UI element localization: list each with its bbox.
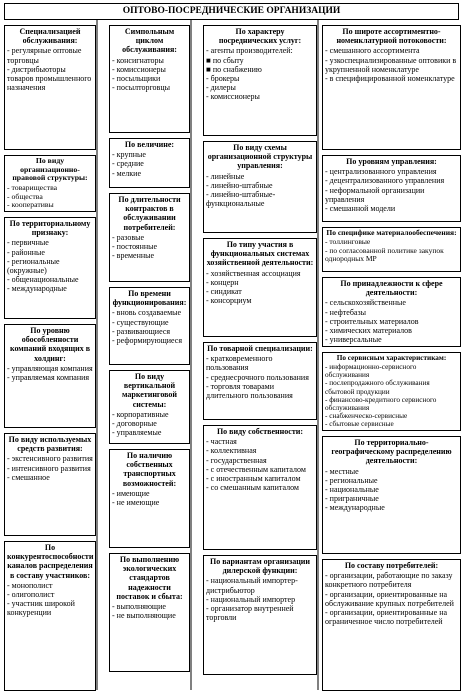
box-item: - регулярные оптовые торговцы <box>7 46 82 65</box>
box-item: - сельскохозяйственные <box>325 298 406 308</box>
box-item: - приграничные <box>325 494 379 504</box>
box-item: - организации, ориентированные на ограниченное число потребителей <box>325 608 448 627</box>
box-item: - национальный импортер-дистрибьютор <box>206 576 298 595</box>
box-item: - толлинговые <box>325 237 371 247</box>
box-item: - с иностранным капиталом <box>206 474 301 484</box>
box-contract-duration <box>109 193 190 282</box>
box-items <box>206 172 314 209</box>
box-items <box>112 308 187 345</box>
box-items <box>325 363 458 428</box>
box-item: - сбытовые сервисные <box>325 420 394 428</box>
box-heading: По типу участия в функциональных системах хозяйственной деятельности: <box>206 240 314 268</box>
box-item: - управляемая компания <box>7 373 90 383</box>
box-management-levels <box>322 155 461 222</box>
box-item: - узкоспециализированные оптовики в укрупненной номенклатуре <box>325 55 457 74</box>
box-heading: По виду схемы организационной структуры управления: <box>207 143 313 171</box>
box-item: - договорные <box>112 419 157 429</box>
box-item: - линейно-штабные <box>206 180 273 190</box>
box-items <box>112 602 187 620</box>
box-service-characteristics <box>322 352 461 431</box>
box-items <box>206 269 314 306</box>
box-ecological-standards <box>109 553 190 672</box>
box-item: - районные <box>7 247 45 257</box>
box-item: - коллективная <box>206 446 257 456</box>
box-heading: По широте ассортиментно-номенклатурной потоковости: <box>336 27 447 46</box>
box-item: - финансово-кредитного сервисного обслуживания <box>325 395 437 412</box>
box-item: - региональные (окружные) <box>7 256 60 276</box>
box-item: - посыльщики <box>112 74 161 84</box>
box-item: - брокеры <box>206 74 240 84</box>
box-dealer-function <box>203 555 317 675</box>
box-item: - консорциум <box>206 296 252 306</box>
box-item: - смешанное <box>7 472 50 482</box>
box-item: - олигополист <box>7 590 55 600</box>
box-heading: По времени функционирования: <box>112 289 187 308</box>
box-item: - кооперативы <box>7 200 54 210</box>
box-competitiveness <box>4 541 96 691</box>
box-heading: По величине: <box>124 140 175 149</box>
box-heading: По сервисным характеристикам: <box>336 354 447 362</box>
box-item: - дистрибьюторы товаров промышленного назначения <box>7 64 92 93</box>
box-item: - строительных материалов <box>325 316 419 326</box>
box-heading: По уровням управления: <box>346 157 437 166</box>
box-holding-level <box>4 324 96 428</box>
box-item: - кратковременного пользования <box>206 354 273 373</box>
box-item: - экстенсивного развития <box>7 454 93 464</box>
box-heading: По выполнению экологических стандартов надежности поставок и сбыта: <box>116 555 183 601</box>
box-item: - средние <box>112 159 144 169</box>
box-vertical-marketing <box>109 370 190 444</box>
box-items <box>7 581 93 618</box>
box-item: - смешанной модели <box>325 204 396 214</box>
box-item: - товарищества <box>7 183 58 193</box>
box-ownership <box>203 425 317 550</box>
box-items <box>206 46 314 101</box>
box-item: - нефтебазы <box>325 307 366 317</box>
box-development-means <box>4 433 96 536</box>
box-items <box>206 437 314 492</box>
box-item: - универсальные <box>325 335 382 345</box>
box-item: - общенациональные <box>7 275 79 285</box>
box-heading: По длительности контрактов в обслуживании потребителей: <box>118 195 181 232</box>
box-item: - децентрализованного управления <box>325 176 445 186</box>
box-item: - послепродажного обслуживания сбытовой продукции <box>325 379 430 396</box>
box-items <box>112 56 187 93</box>
box-items <box>7 46 93 92</box>
box-specialization <box>4 25 96 150</box>
box-heading: По принадлежности к сфере деятельности: <box>340 279 443 298</box>
box-item: - крупные <box>112 150 146 160</box>
box-items <box>325 167 458 213</box>
box-item: - линейно-штабные-функциональные <box>206 190 276 209</box>
box-item: - среднесрочного пользования <box>206 372 309 382</box>
box-item: - химических материалов <box>325 326 412 336</box>
box-heading: По специфике материалообеспечения: <box>326 228 457 237</box>
box-material-supply <box>322 227 461 272</box>
box-item: ■ по сбыту <box>206 55 244 65</box>
box-item: - вновь создаваемые <box>112 308 182 318</box>
box-item: - интенсивного развития <box>7 463 91 473</box>
box-heading: По наличию собственных транспортных возможностей: <box>122 451 177 488</box>
box-item: - международные <box>325 503 385 513</box>
box-heading: По составу потребителей: <box>344 561 439 570</box>
box-item: - комиссионеры <box>112 64 166 74</box>
box-item: - монополист <box>7 580 53 590</box>
box-territorial <box>4 217 96 319</box>
box-item: - организации, ориентированные на обслуживание крупных потребителей <box>325 589 454 608</box>
box-item: - имеющие <box>112 488 150 498</box>
box-items <box>7 184 93 210</box>
box-items <box>206 576 314 622</box>
box-consumer-composition <box>322 559 461 691</box>
box-item: - первичные <box>7 238 49 248</box>
box-items <box>325 571 458 626</box>
box-item: - общества <box>7 191 43 201</box>
box-heading: По виду используемых средств развития: <box>8 435 92 454</box>
box-items <box>325 298 458 344</box>
box-items <box>7 238 93 293</box>
box-heading: По территориально-географическому распределению деятельности: <box>331 438 452 466</box>
box-item: - разовые <box>112 232 145 242</box>
box-activity-sphere <box>322 277 461 347</box>
box-item: - частная <box>206 437 237 447</box>
box-transport <box>109 449 190 548</box>
box-heading: Специализацией обслуживания: <box>19 27 81 46</box>
box-item: - международные <box>7 284 67 294</box>
box-item: - информационно-сервисного обслуживания <box>325 363 417 380</box>
box-item: - посылторговцы <box>112 83 170 93</box>
box-item: ■ по снабжению <box>206 64 262 74</box>
box-heading: По уровню обособленности компаний входящих в холдинг: <box>9 326 91 363</box>
diagram-title: ОПТОВО-ПОСРЕДНИЧЕСКИЕ ОРГАНИЗАЦИИ <box>4 3 459 20</box>
box-items <box>325 46 458 83</box>
box-management-scheme <box>203 141 317 233</box>
box-item: - с отечественным капиталом <box>206 464 306 474</box>
box-items <box>7 454 93 482</box>
box-items <box>112 410 187 438</box>
box-item: - реформирующиеся <box>112 336 183 346</box>
box-item: - со смешанным капиталом <box>206 483 299 493</box>
box-geographic-distribution <box>322 436 461 554</box>
box-item: - агенты производителей: <box>206 46 293 56</box>
box-item: - выполняющие <box>112 602 166 612</box>
box-item: - региональные <box>325 475 378 485</box>
box-size <box>109 138 190 188</box>
box-item: - корпоративные <box>112 409 169 419</box>
box-items <box>325 238 458 263</box>
box-item: - организатор внутренней торговли <box>206 604 294 623</box>
box-items <box>7 364 93 382</box>
box-item: - развивающиеся <box>112 326 171 336</box>
box-legal-structure <box>4 155 96 212</box>
box-item: - торговля товарами длительного пользования <box>206 381 293 401</box>
box-heading: По виду собственности: <box>216 427 304 436</box>
box-item: - участник широкой конкуренции <box>7 599 75 618</box>
box-item: - управляемые <box>112 428 162 438</box>
box-item: - временные <box>112 251 155 261</box>
box-item: - линейные <box>206 171 245 181</box>
box-item: - национальные <box>325 485 379 495</box>
box-item: - мелкие <box>112 168 141 178</box>
box-item: - комиссионеры <box>206 92 260 102</box>
box-item: - снабженческо-сервисные <box>325 411 408 420</box>
box-service-cycle <box>109 25 190 133</box>
box-item: - хозяйственная ассоциация <box>206 268 301 278</box>
box-item: - по согласованной политике закупок однородных МР <box>325 245 444 264</box>
box-heading: Симпольным циклом обслуживания: <box>122 27 177 55</box>
box-item: - дилеры <box>206 83 236 93</box>
box-heading: По вариантам организации дилерской функции: <box>209 557 311 576</box>
box-heading: По характеру посреднических услуг: <box>218 27 302 46</box>
box-item: - неформальной организации управления <box>325 185 425 204</box>
box-operating-time <box>109 287 190 365</box>
box-items <box>325 467 458 513</box>
box-heading: По товарной специализации: <box>207 344 313 353</box>
box-item: - не выполняющие <box>112 611 176 621</box>
box-item: - не имеющие <box>112 498 160 508</box>
box-item: - государственная <box>206 455 267 465</box>
box-item: - постоянные <box>112 242 158 252</box>
box-item: - централизованного управления <box>325 167 437 177</box>
box-heading: По конкурентоспособности каналов распределения в составу участников: <box>7 543 94 580</box>
box-product-specialization <box>203 342 317 420</box>
box-assortment-width <box>322 25 461 150</box>
box-heading: По виду организационно-правовой структуры: <box>12 156 88 183</box>
box-item: - существующие <box>112 317 169 327</box>
box-items <box>206 354 314 400</box>
box-item: - концерн <box>206 277 239 287</box>
box-items <box>112 489 187 507</box>
box-item: - национальный импортер <box>206 594 296 604</box>
box-participation-type <box>203 238 317 337</box>
box-heading: По виду вертикальной маркетинговой системы: <box>121 372 178 409</box>
box-item: - управляющая компания <box>7 363 93 373</box>
box-items <box>112 233 187 261</box>
box-items <box>112 150 187 178</box>
box-heading: По территориальному признаку: <box>9 219 91 238</box>
box-item: - организации, работающие по заказу конкретного потребителя <box>325 571 453 590</box>
box-item: - синдикат <box>206 287 242 297</box>
box-service-character <box>203 25 317 136</box>
box-item: - консигнаторы <box>112 55 164 65</box>
box-item: - местные <box>325 466 359 476</box>
box-item: - смешанного ассортимента <box>325 46 420 56</box>
box-item: - в специфицированной номенклатуре <box>325 74 455 84</box>
